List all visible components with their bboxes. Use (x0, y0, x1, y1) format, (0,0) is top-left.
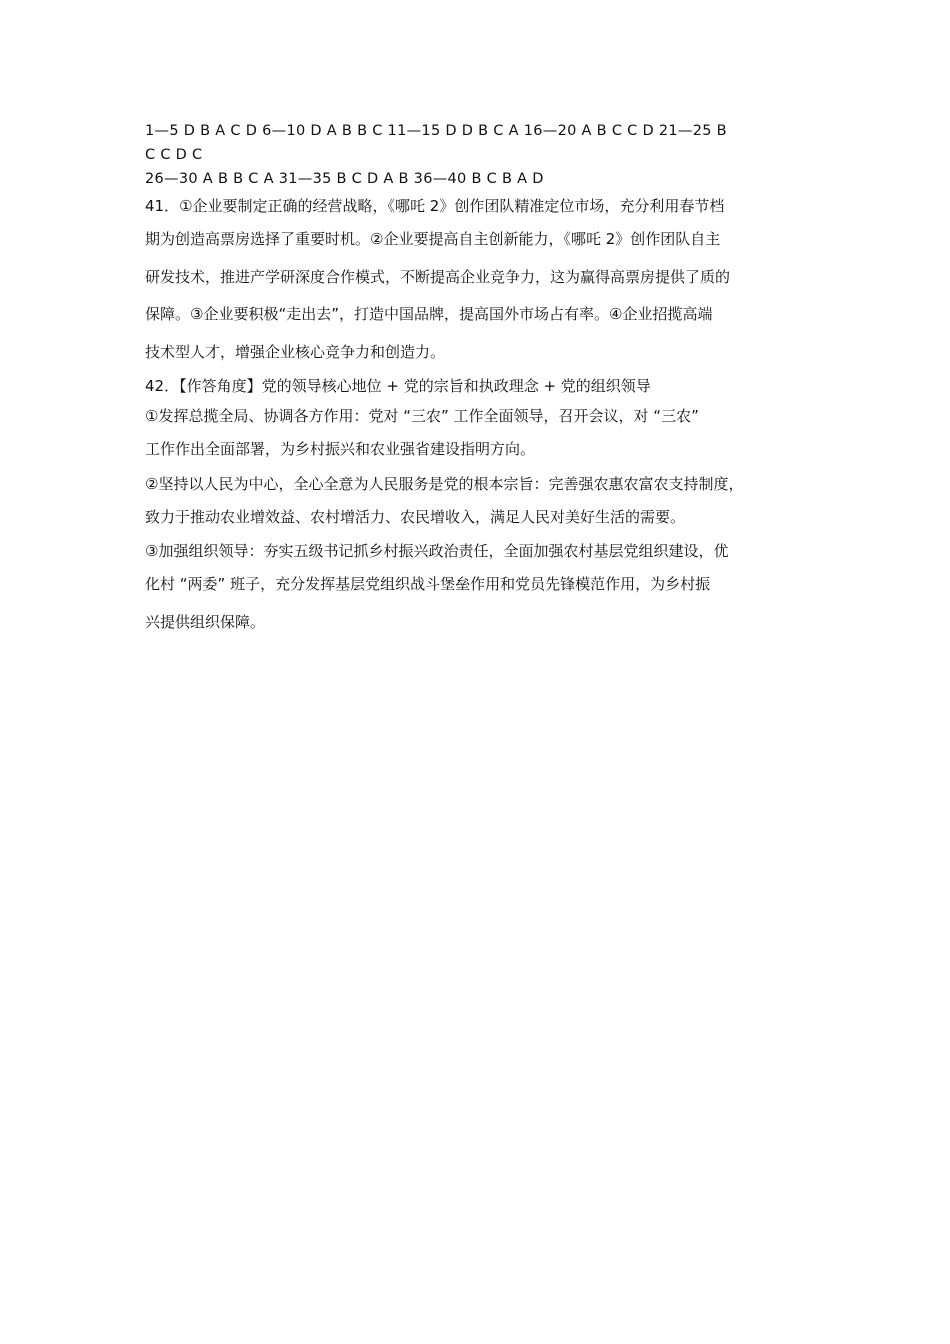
q41-line-1: 41．①企业要制定正确的经营战略，《哪吒 2》创作团队精准定位市场，充分利用春节档 (145, 197, 725, 215)
question-41-answer (145, 191, 810, 371)
answer-key-content (145, 119, 810, 641)
q41-line-4: 保障。③企业要积极“走出去”，打造中国品牌，提高国外市场占有率。④企业招揽高端 (145, 305, 713, 323)
q41-line-3: 研发技术，推进产学研深度合作模式，不断提高企业竞争力，这为赢得高票房提供了质的 (145, 267, 731, 286)
q42-point-1-line-2: 工作作出全面部署，为乡村振兴和农业强省建设指明方向。 (145, 440, 536, 458)
q42-heading: 42．【作答角度】党的领导核心地位 + 党的宗旨和执政理念 + 党的组织领导 (145, 377, 651, 395)
q42-point-2-line-2: 致力于推动农业增效益、农村增活力、农民增收入，满足人民对美好生活的需要。 (145, 507, 686, 526)
answers-row-1: 1—5 D B A C D 6—10 D A B B C 11—15 D D B C A 16—20 A B C C D 21—25 B (145, 123, 727, 139)
q42-point-3-line-3: 兴提供组织保障。 (145, 612, 266, 631)
question-42-answer (145, 371, 810, 641)
q42-point-3-line-2: 化村 “两委” 班子，充分发挥基层党组织战斗堡垒作用和党员先锋模范作用，为乡村振 (145, 575, 711, 593)
q42-point-1-line-1: ①发挥总揽全局、协调各方作用：党对 “三农” 工作全面领导，召开会议，对 “三农” (145, 407, 699, 425)
q42-point-3-line-1: ③加强组织领导：夯实五级书记抓乡村振兴政治责任，全面加强农村基层党组织建设，优 (145, 542, 729, 560)
q42-point-2-line-1: ②坚持以人民为中心，全心全意为人民服务是党的根本宗旨：完善强农惠农富农支持制度， (145, 474, 744, 493)
answers-row-2: C C D C (145, 147, 203, 163)
q41-line-5: 技术型人才，增强企业核心竞争力和创造力。 (145, 342, 446, 361)
answers-row-3: 26—30 A B B C A 31—35 B C D A B 36—40 B C B A D (145, 171, 544, 187)
q41-line-2: 期为创造高票房选择了重要时机。②企业要提高自主创新能力，《哪吒 2》创作团队自主 (145, 230, 721, 248)
multiple-choice-answers (145, 119, 810, 191)
